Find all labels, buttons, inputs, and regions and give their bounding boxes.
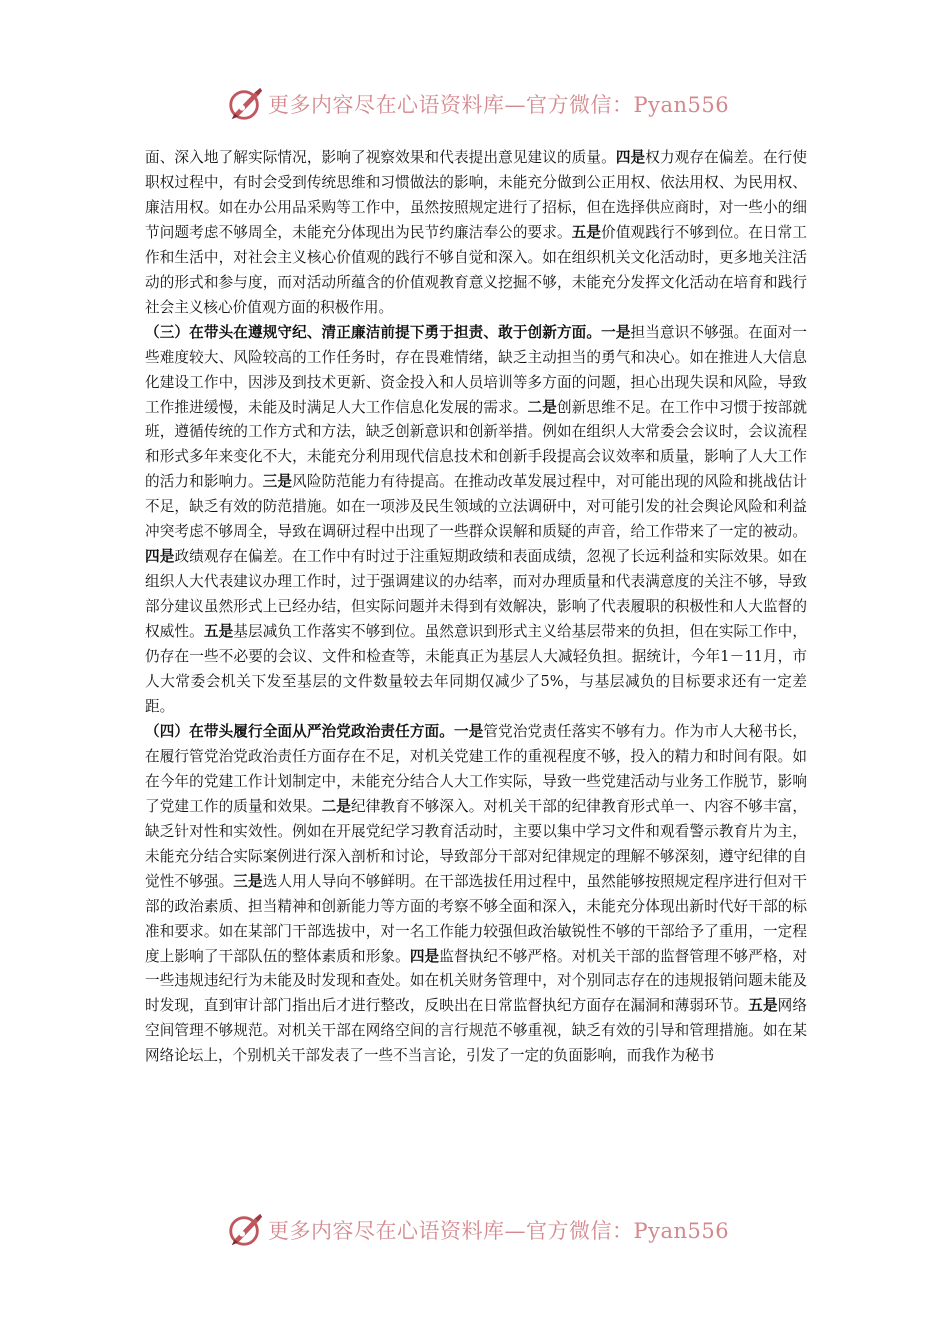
- bold-run: 二是: [321, 797, 351, 815]
- text-run: 价值观践行不够到位。在日常工作和生活中，对社会主义核心价值观的践行不够自觉和深入。如在组织机关文化活动时，更多地关注活动的形式和参与度，而对活动所蕴含的价值观教育意义挖掘不够，未能充分发挥文化活动在培育和践行社会主义核心价值观方面的积极作用。: [145, 223, 807, 316]
- paragraph: [145, 321, 807, 720]
- header-watermark-banner[interactable]: [226, 82, 730, 126]
- text-run: 创新思维不足。在工作中习惯于按部就班，遵循传统的工作方式和方法，缺乏创新意识和创新举措。例如在组织人大常委会会议时，会议流程和形式多年来变化不大，未能充分利用现代信息技术和创新手段提高会议效率和质量，影响了人大工作的活力和影响力。: [145, 398, 807, 491]
- banner-text: 更多内容尽在心语资料库—官方微信：Pyan556: [268, 1219, 730, 1243]
- text-run: 担当意识不够强。在面对一些难度较大、风险较高的工作任务时，存在畏难情绪，缺乏主动担当的勇气和决心。如在推进人大信息化建设工作中，因涉及到技术更新、资金投入和人员培训等多方面的问题，担心出现失误和风险，导致工作推进缓慢，未能及时满足人大工作信息化发展的需求。: [145, 323, 807, 416]
- banner-text: 更多内容尽在心语资料库—官方微信：Pyan556: [268, 93, 730, 117]
- text-run: 网络空间管理不够规范。对机关干部在网络空间的言行规范不够重视，缺乏有效的引导和管理措施。如在某网络论坛上，个别机关干部发表了一些不当言论，引发了一定的负面影响，而我作为秘书: [145, 997, 807, 1065]
- bold-run: 三是: [233, 872, 263, 890]
- text-run: 风险防范能力有待提高。在推动改革发展过程中，对可能出现的风险和挑战估计不足，缺乏有效的防范措施。如在一项涉及民生领域的立法调研中，对可能引发的社会舆论风险和利益冲突考虑不够周全，导致在调研过程中出现了一些群众误解和质疑的声音，给工作带来了一定的被动。: [145, 473, 807, 541]
- text-run: 管党治党责任落实不够有力。作为市人大秘书长，在履行管党治党政治责任方面存在不足，对机关党建工作的重视程度不够，投入的精力和时间有限。如在今年的党建工作计划制定中，未能充分结合人大工作实际，导致一些党建活动与业务工作脱节，影响了党建工作的质量和效果。: [145, 722, 807, 815]
- bold-run: 四是: [145, 548, 175, 566]
- bold-run: 三是: [262, 473, 293, 491]
- bold-run: 四是: [409, 947, 440, 965]
- body-text: [145, 146, 807, 1069]
- text-run: 选人用人导向不够鲜明。在干部选拔任用过程中，虽然能够按照规定程序进行但对干部的政治素质、担当精神和创新能力等方面的考察不够全面和深入，未能充分体现出新时代好干部的标准和要求。如在某部门干部选拔中，对一名工作能力较强但政治敏锐性不够的干部给予了重用，一定程度上影响了干部队伍的整体素质和形象。: [145, 872, 807, 965]
- pen-logo-icon: [226, 85, 264, 123]
- text-run: 基层减负工作落实不够到位。虽然意识到形式主义给基层带来的负担，但在实际工作中，仍存在一些不必要的会议、文件和检查等，未能真正为基层人大减轻负担。据统计，今年1－11月，市人大常委会机关下发至基层的文件数量较去年同期仅减少了5%，与基层减负的目标要求还有一定差距。: [145, 623, 807, 715]
- text-run: 监督执纪不够严格。对机关干部的监督管理不够严格，对一些违规违纪行为未能及时发现和查处。如在机关财务管理中，对个别同志存在的违规报销问题未能及时发现，直到审计部门指出后才进行整改，反映出在日常监督执纪方面存在漏洞和薄弱环节。: [145, 947, 807, 1015]
- pen-logo-icon: [226, 1211, 264, 1249]
- paragraph: [145, 146, 807, 321]
- text-run: 面、深入地了解实际情况，影响了视察效果和代表提出意见建议的质量。: [145, 149, 616, 166]
- text-run: 政绩观存在偏差。在工作中有时过于注重短期政绩和表面成绩，忽视了长远利益和实际效果。如在组织人大代表建议办理工作时，过于强调建议的办结率，而对办理质量和代表满意度的关注不够，导致部分建议虽然形式上已经办结，但实际问题并未得到有效解决，影响了代表履职的积极性和人大监督的权威性。: [145, 548, 807, 641]
- text-run: 权力观存在偏差。在行使职权过程中，有时会受到传统思维和习惯做法的影响，未能充分做到公正用权、依法用权、为民用权、廉洁用权。如在办公用品采购等工作中，虽然按照规定进行了招标，但在选择供应商时，对一些小的细节问题考虑不够周全，未能充分体现出为民节约廉洁奉公的要求。: [145, 149, 807, 241]
- bold-run: 五是: [748, 997, 778, 1015]
- bold-run: 五是: [571, 223, 602, 241]
- paragraph: [145, 720, 807, 1069]
- bold-run: （四）在带头履行全面从严治党政治责任方面。: [145, 722, 454, 740]
- bold-run: 一是: [601, 323, 631, 341]
- bold-run: 五是: [203, 623, 234, 641]
- bold-run: （三）在带头在遵规守纪、清正廉洁前提下勇于担责、敢于创新方面。: [145, 323, 602, 341]
- bold-run: 二是: [527, 398, 557, 416]
- footer-watermark-banner[interactable]: [226, 1208, 730, 1252]
- text-run: 纪律教育不够深入。对机关干部的纪律教育形式单一、内容不够丰富，缺乏针对性和实效性。例如在开展党纪学习教育活动时，主要以集中学习文件和观看警示教育片为主，未能充分结合实际案例进行深入剖析和讨论，导致部分干部对纪律规定的理解不够深刻，遵守纪律的自觉性不够强。: [145, 797, 807, 890]
- bold-run: 一是: [453, 722, 484, 740]
- bold-run: 四是: [615, 149, 646, 166]
